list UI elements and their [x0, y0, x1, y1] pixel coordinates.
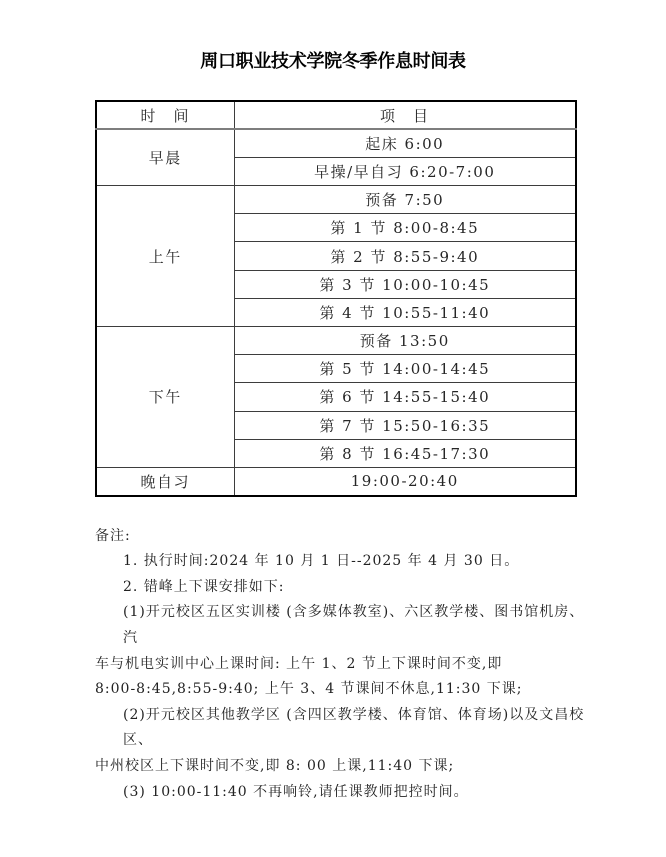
schedule-item-pm-prep: 预备 13:50	[234, 327, 576, 355]
note-item-2-line-2: 中州校区上下课时间不变,即 8: 00 上课,11:40 下课;	[95, 757, 455, 774]
note-item-1-line-1: (1)开元校区五区实训楼 (含多媒体教室)、六区教学楼、图书馆机房、汽	[123, 604, 585, 646]
table-row	[96, 327, 576, 355]
time-group-evening-study: 晚自习	[96, 467, 234, 495]
schedule-item-period-7: 第 7 节 15:50-16:35	[234, 411, 576, 439]
note-execution-period: 1. 执行时间:2024 年 10 月 1 日--2025 年 4 月 30 日。	[123, 553, 520, 570]
schedule-item-am-prep: 预备 7:50	[234, 186, 576, 214]
page-title: 周口职业技术学院冬季作息时间表	[200, 51, 466, 72]
schedule-item-period-6: 第 6 节 14:55-15:40	[234, 383, 576, 411]
schedule-item-period-4: 第 4 节 10:55-11:40	[234, 298, 576, 326]
schedule-item-period-2: 第 2 节 8:55-9:40	[234, 242, 576, 270]
note-item-2-line-1: (2)开元校区其他教学区 (含四区教学楼、体育馆、体育场)以及文昌校区、	[123, 706, 585, 749]
time-group-forenoon: 上午	[96, 186, 234, 327]
note-item-3: (3) 10:00-11:40 不再响铃,请任课教师把控时间。	[123, 783, 469, 800]
time-group-afternoon: 下午	[96, 327, 234, 468]
col-header-time: 时 间	[96, 101, 234, 129]
note-staggered-schedule-heading: 2. 错峰上下课安排如下:	[123, 578, 285, 595]
table-header-row	[96, 101, 576, 129]
note-item-1-line-2: 车与机电实训中心上课时间: 上午 1、2 节上下课时间不变,即	[95, 655, 503, 672]
schedule-item-period-5: 第 5 节 14:00-14:45	[234, 355, 576, 383]
time-group-morning: 早晨	[96, 129, 234, 185]
table-row	[96, 186, 576, 214]
notes-label: 备注:	[95, 527, 131, 544]
schedule-item-period-1: 第 1 节 8:00-8:45	[234, 214, 576, 242]
col-header-item: 项 目	[234, 101, 576, 129]
schedule-item-morning-exercise: 早操/早自习 6:20-7:00	[234, 157, 576, 185]
schedule-item-wakeup: 起床 6:00	[234, 129, 576, 157]
schedule-item-evening-study: 19:00-20:40	[234, 467, 576, 495]
schedule-item-period-8: 第 8 节 16:45-17:30	[234, 439, 576, 467]
table-row	[96, 129, 576, 157]
schedule-table	[95, 100, 577, 497]
notes-section	[95, 524, 586, 806]
note-item-1-line-3: 8:00-8:45,8:55-9:40; 上午 3、4 节课间不休息,11:30 下课;	[95, 681, 523, 698]
table-row	[96, 467, 576, 495]
schedule-item-period-3: 第 3 节 10:00-10:45	[234, 270, 576, 298]
